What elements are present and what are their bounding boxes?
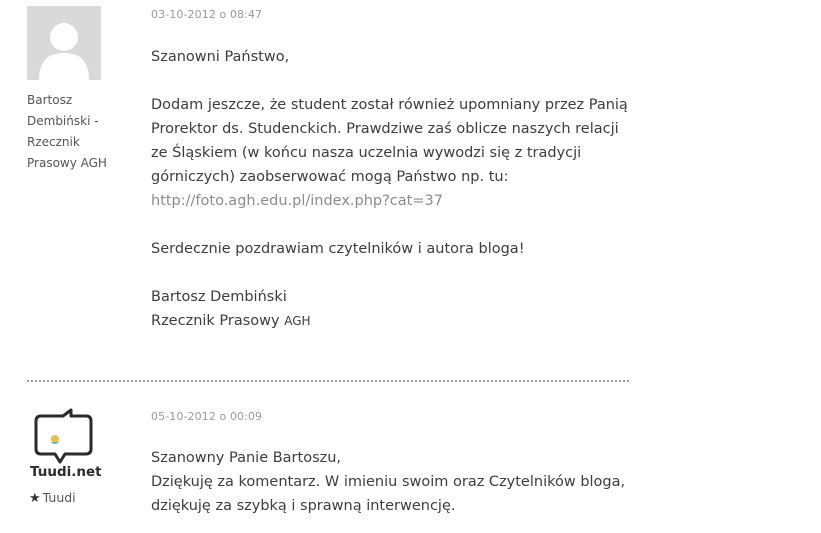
reply-line: dziękuję za szybką i sprawną interwencję. (151, 498, 456, 514)
speech-bubble-logo-icon (27, 406, 103, 482)
reply-line: Dziękuję za komentarz. W imieniu swoim oraz Czytelników bloga, (151, 474, 626, 490)
user-silhouette-icon (27, 6, 101, 80)
comment-author: Bartosz Dembiński - Rzecznik Prasowy AGH (27, 93, 107, 170)
comment-2 (0, 392, 821, 533)
comment-body (151, 446, 631, 518)
signature-name: Bartosz Dembiński (151, 289, 287, 305)
tuudi-logo[interactable] (27, 406, 103, 482)
comment-divider (27, 380, 629, 382)
signature-title (151, 309, 631, 333)
gallery-link[interactable]: http://foto.agh.edu.pl/index.php?cat=37 (151, 193, 443, 209)
paragraph-text: Dodam jeszcze, że student został również upomniany przez Panią Prorektor ds. Studenckich. Prawdziwe zaś oblicze naszych relacji ze Śląskiem (w końcu nasza uczelnia wywodzi się z tradycji górniczych) zaobserwować mogą Państwo np. tu: (151, 97, 628, 185)
comment-paragraph (151, 93, 631, 213)
comment-greeting: Szanowni Państwo, (151, 49, 290, 65)
comment-author (29, 488, 76, 509)
comment-closing: Serdecznie pozdrawiam czytelników i autora bloga! (151, 241, 525, 257)
signature-org: AGH (284, 314, 311, 328)
reply-line: Szanowny Panie Bartoszu, (151, 450, 342, 466)
author-name: Tuudi (42, 490, 76, 505)
comment-date[interactable]: 03-10-2012 o 08:47 (151, 8, 263, 21)
comment-body (151, 45, 631, 333)
comment-date[interactable]: 05-10-2012 o 00:09 (151, 410, 263, 423)
default-avatar[interactable] (27, 6, 101, 80)
signature-role: Rzecznik Prasowy (151, 313, 285, 329)
logo-text: Tuudi.net (30, 464, 102, 480)
star-icon: ★ (29, 491, 41, 506)
